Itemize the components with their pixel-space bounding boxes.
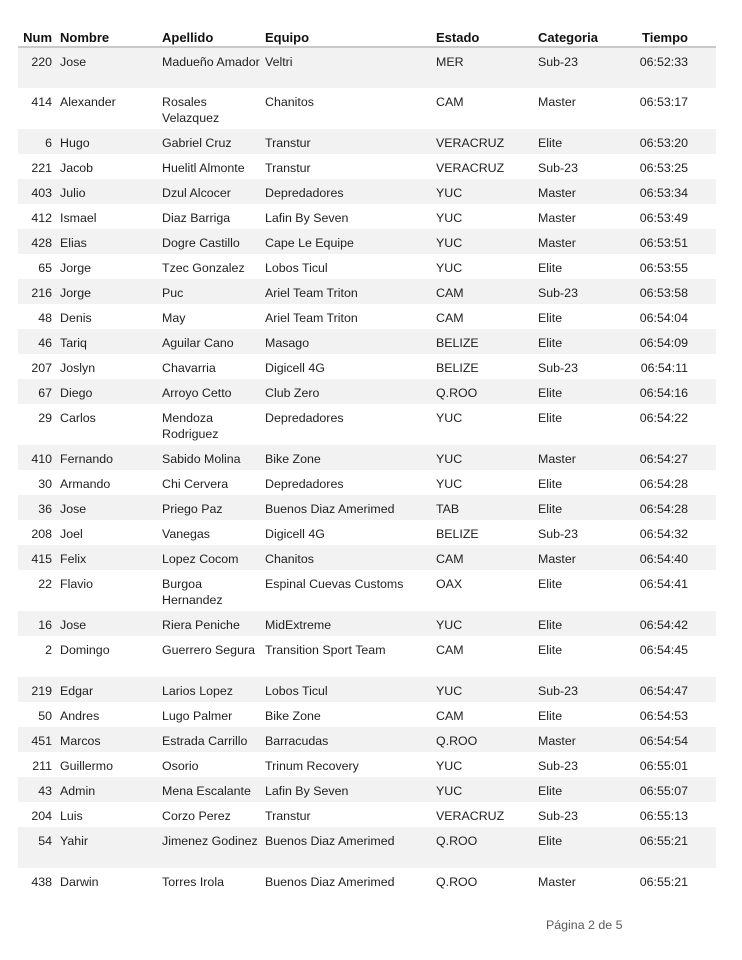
cell-tiempo: 06:55:13 bbox=[624, 802, 716, 827]
cell-num: 415 bbox=[18, 545, 58, 570]
cell-nombre: Joel bbox=[58, 520, 160, 545]
cell-num: 414 bbox=[18, 88, 58, 129]
cell-apellido: Arroyo Cetto bbox=[160, 379, 263, 404]
cell-estado: YUC bbox=[434, 470, 536, 495]
cell-equipo: Chanitos bbox=[263, 545, 434, 570]
cell-estado: Q.ROO bbox=[434, 868, 536, 893]
cell-estado: Q.ROO bbox=[434, 727, 536, 752]
cell-nombre: Domingo bbox=[58, 636, 160, 677]
cell-tiempo: 06:54:28 bbox=[624, 495, 716, 520]
cell-equipo: Trinum Recovery bbox=[263, 752, 434, 777]
table-row bbox=[18, 777, 716, 802]
cell-estado: YUC bbox=[434, 254, 536, 279]
cell-apellido: Larios Lopez bbox=[160, 677, 263, 702]
cell-tiempo: 06:54:45 bbox=[624, 636, 716, 677]
cell-nombre: Jacob bbox=[58, 154, 160, 179]
table-row bbox=[18, 727, 716, 752]
table-row bbox=[18, 570, 716, 611]
cell-equipo: Cape Le Equipe bbox=[263, 229, 434, 254]
cell-num: 220 bbox=[18, 47, 58, 88]
table-row bbox=[18, 47, 716, 88]
cell-estado: YUC bbox=[434, 445, 536, 470]
cell-estado: CAM bbox=[434, 304, 536, 329]
cell-num: 403 bbox=[18, 179, 58, 204]
cell-nombre: Edgar bbox=[58, 677, 160, 702]
cell-nombre: Yahir bbox=[58, 827, 160, 868]
table-row bbox=[18, 677, 716, 702]
cell-categoria: Elite bbox=[536, 495, 624, 520]
table-row bbox=[18, 827, 716, 868]
cell-apellido: Estrada Carrillo bbox=[160, 727, 263, 752]
cell-estado: VERACRUZ bbox=[434, 802, 536, 827]
cell-num: 204 bbox=[18, 802, 58, 827]
table-row bbox=[18, 520, 716, 545]
cell-tiempo: 06:54:53 bbox=[624, 702, 716, 727]
cell-num: 410 bbox=[18, 445, 58, 470]
header-nombre: Nombre bbox=[58, 26, 160, 47]
table-body bbox=[18, 47, 716, 893]
cell-equipo: Buenos Diaz Amerimed bbox=[263, 868, 434, 893]
cell-equipo: Buenos Diaz Amerimed bbox=[263, 495, 434, 520]
cell-categoria: Elite bbox=[536, 254, 624, 279]
table-row bbox=[18, 279, 716, 304]
cell-apellido: Corzo Perez bbox=[160, 802, 263, 827]
cell-nombre: Jorge bbox=[58, 279, 160, 304]
cell-apellido: Chi Cervera bbox=[160, 470, 263, 495]
cell-categoria: Master bbox=[536, 229, 624, 254]
table-row bbox=[18, 229, 716, 254]
cell-apellido: Dzul Alcocer bbox=[160, 179, 263, 204]
cell-equipo: Digicell 4G bbox=[263, 354, 434, 379]
cell-categoria: Sub-23 bbox=[536, 802, 624, 827]
cell-num: 29 bbox=[18, 404, 58, 445]
header-equipo: Equipo bbox=[263, 26, 434, 47]
cell-categoria: Elite bbox=[536, 129, 624, 154]
cell-categoria: Sub-23 bbox=[536, 279, 624, 304]
cell-nombre: Felix bbox=[58, 545, 160, 570]
cell-num: 67 bbox=[18, 379, 58, 404]
cell-equipo: MidExtreme bbox=[263, 611, 434, 636]
cell-equipo: Depredadores bbox=[263, 470, 434, 495]
cell-estado: CAM bbox=[434, 702, 536, 727]
table-row bbox=[18, 254, 716, 279]
cell-categoria: Elite bbox=[536, 636, 624, 677]
cell-num: 46 bbox=[18, 329, 58, 354]
cell-equipo: Transition Sport Team bbox=[263, 636, 434, 677]
cell-tiempo: 06:54:16 bbox=[624, 379, 716, 404]
cell-categoria: Elite bbox=[536, 304, 624, 329]
cell-tiempo: 06:53:55 bbox=[624, 254, 716, 279]
cell-nombre: Denis bbox=[58, 304, 160, 329]
cell-num: 451 bbox=[18, 727, 58, 752]
cell-categoria: Master bbox=[536, 545, 624, 570]
cell-equipo: Transtur bbox=[263, 802, 434, 827]
cell-estado: VERACRUZ bbox=[434, 154, 536, 179]
cell-estado: VERACRUZ bbox=[434, 129, 536, 154]
cell-estado: YUC bbox=[434, 204, 536, 229]
header-tiempo: Tiempo bbox=[624, 26, 716, 47]
cell-categoria: Master bbox=[536, 868, 624, 893]
cell-estado: YUC bbox=[434, 611, 536, 636]
cell-tiempo: 06:54:11 bbox=[624, 354, 716, 379]
header-row bbox=[18, 26, 716, 47]
header-categoria: Categoria bbox=[536, 26, 624, 47]
cell-apellido: Burgoa Hernandez bbox=[160, 570, 263, 611]
cell-tiempo: 06:54:22 bbox=[624, 404, 716, 445]
cell-categoria: Elite bbox=[536, 404, 624, 445]
cell-estado: CAM bbox=[434, 636, 536, 677]
cell-num: 6 bbox=[18, 129, 58, 154]
cell-tiempo: 06:54:42 bbox=[624, 611, 716, 636]
table-row bbox=[18, 545, 716, 570]
cell-nombre: Tariq bbox=[58, 329, 160, 354]
cell-categoria: Elite bbox=[536, 777, 624, 802]
cell-estado: MER bbox=[434, 47, 536, 88]
cell-num: 2 bbox=[18, 636, 58, 677]
cell-apellido: Madueño Amador bbox=[160, 47, 263, 88]
cell-tiempo: 06:53:25 bbox=[624, 154, 716, 179]
table-row bbox=[18, 179, 716, 204]
header-apellido: Apellido bbox=[160, 26, 263, 47]
cell-categoria: Elite bbox=[536, 379, 624, 404]
cell-tiempo: 06:53:34 bbox=[624, 179, 716, 204]
cell-equipo: Lafin By Seven bbox=[263, 777, 434, 802]
cell-estado: BELIZE bbox=[434, 329, 536, 354]
cell-nombre: Flavio bbox=[58, 570, 160, 611]
cell-num: 219 bbox=[18, 677, 58, 702]
table-row bbox=[18, 204, 716, 229]
cell-equipo: Buenos Diaz Amerimed bbox=[263, 827, 434, 868]
cell-equipo: Chanitos bbox=[263, 88, 434, 129]
cell-num: 48 bbox=[18, 304, 58, 329]
table-row bbox=[18, 404, 716, 445]
cell-tiempo: 06:55:01 bbox=[624, 752, 716, 777]
cell-num: 65 bbox=[18, 254, 58, 279]
cell-estado: BELIZE bbox=[434, 520, 536, 545]
cell-equipo: Ariel Team Triton bbox=[263, 279, 434, 304]
cell-tiempo: 06:54:28 bbox=[624, 470, 716, 495]
cell-tiempo: 06:55:07 bbox=[624, 777, 716, 802]
cell-apellido: Puc bbox=[160, 279, 263, 304]
cell-estado: BELIZE bbox=[434, 354, 536, 379]
cell-apellido: Mendoza Rodriguez bbox=[160, 404, 263, 445]
cell-apellido: Gabriel Cruz bbox=[160, 129, 263, 154]
table-header bbox=[18, 26, 716, 47]
cell-tiempo: 06:52:33 bbox=[624, 47, 716, 88]
table-row bbox=[18, 88, 716, 129]
cell-apellido: Chavarria bbox=[160, 354, 263, 379]
cell-categoria: Elite bbox=[536, 827, 624, 868]
table-row bbox=[18, 329, 716, 354]
cell-estado: CAM bbox=[434, 279, 536, 304]
cell-nombre: Elias bbox=[58, 229, 160, 254]
cell-nombre: Armando bbox=[58, 470, 160, 495]
cell-equipo: Club Zero bbox=[263, 379, 434, 404]
cell-estado: Q.ROO bbox=[434, 827, 536, 868]
cell-nombre: Joslyn bbox=[58, 354, 160, 379]
cell-categoria: Master bbox=[536, 204, 624, 229]
table-row bbox=[18, 304, 716, 329]
results-table bbox=[18, 26, 716, 893]
cell-num: 438 bbox=[18, 868, 58, 893]
cell-num: 216 bbox=[18, 279, 58, 304]
cell-equipo: Digicell 4G bbox=[263, 520, 434, 545]
table-row bbox=[18, 379, 716, 404]
cell-num: 43 bbox=[18, 777, 58, 802]
cell-nombre: Hugo bbox=[58, 129, 160, 154]
cell-num: 412 bbox=[18, 204, 58, 229]
cell-tiempo: 06:54:27 bbox=[624, 445, 716, 470]
cell-nombre: Guillermo bbox=[58, 752, 160, 777]
page-number: Página 2 de 5 bbox=[546, 918, 623, 932]
cell-tiempo: 06:53:17 bbox=[624, 88, 716, 129]
header-estado: Estado bbox=[434, 26, 536, 47]
cell-num: 54 bbox=[18, 827, 58, 868]
cell-tiempo: 06:54:47 bbox=[624, 677, 716, 702]
cell-nombre: Jose bbox=[58, 495, 160, 520]
cell-nombre: Diego bbox=[58, 379, 160, 404]
cell-tiempo: 06:54:40 bbox=[624, 545, 716, 570]
cell-num: 211 bbox=[18, 752, 58, 777]
cell-equipo: Espinal Cuevas Customs bbox=[263, 570, 434, 611]
cell-categoria: Sub-23 bbox=[536, 677, 624, 702]
cell-equipo: Veltri bbox=[263, 47, 434, 88]
cell-estado: YUC bbox=[434, 179, 536, 204]
cell-nombre: Jose bbox=[58, 611, 160, 636]
table-row bbox=[18, 154, 716, 179]
table-row bbox=[18, 802, 716, 827]
cell-estado: YUC bbox=[434, 404, 536, 445]
cell-num: 22 bbox=[18, 570, 58, 611]
cell-estado: CAM bbox=[434, 88, 536, 129]
cell-nombre: Jorge bbox=[58, 254, 160, 279]
cell-apellido: Diaz Barriga bbox=[160, 204, 263, 229]
cell-apellido: Riera Peniche bbox=[160, 611, 263, 636]
cell-categoria: Sub-23 bbox=[536, 520, 624, 545]
cell-estado: CAM bbox=[434, 545, 536, 570]
cell-nombre: Alexander bbox=[58, 88, 160, 129]
cell-categoria: Master bbox=[536, 727, 624, 752]
cell-categoria: Elite bbox=[536, 329, 624, 354]
cell-equipo: Depredadores bbox=[263, 179, 434, 204]
cell-equipo: Depredadores bbox=[263, 404, 434, 445]
cell-categoria: Elite bbox=[536, 470, 624, 495]
cell-categoria: Sub-23 bbox=[536, 154, 624, 179]
cell-tiempo: 06:53:20 bbox=[624, 129, 716, 154]
cell-equipo: Lobos Ticul bbox=[263, 254, 434, 279]
cell-num: 36 bbox=[18, 495, 58, 520]
cell-estado: Q.ROO bbox=[434, 379, 536, 404]
cell-apellido: Vanegas bbox=[160, 520, 263, 545]
cell-apellido: Mena Escalante bbox=[160, 777, 263, 802]
cell-tiempo: 06:54:41 bbox=[624, 570, 716, 611]
cell-nombre: Fernando bbox=[58, 445, 160, 470]
table-row bbox=[18, 129, 716, 154]
cell-apellido: Osorio bbox=[160, 752, 263, 777]
cell-apellido: Dogre Castillo bbox=[160, 229, 263, 254]
cell-nombre: Darwin bbox=[58, 868, 160, 893]
cell-equipo: Lafin By Seven bbox=[263, 204, 434, 229]
cell-categoria: Master bbox=[536, 88, 624, 129]
cell-estado: YUC bbox=[434, 677, 536, 702]
cell-estado: TAB bbox=[434, 495, 536, 520]
cell-apellido: Lugo Palmer bbox=[160, 702, 263, 727]
table-row bbox=[18, 354, 716, 379]
cell-equipo: Transtur bbox=[263, 129, 434, 154]
cell-num: 208 bbox=[18, 520, 58, 545]
table-row bbox=[18, 611, 716, 636]
cell-num: 221 bbox=[18, 154, 58, 179]
table-row bbox=[18, 470, 716, 495]
cell-categoria: Elite bbox=[536, 702, 624, 727]
cell-apellido: May bbox=[160, 304, 263, 329]
table-row bbox=[18, 752, 716, 777]
cell-apellido: Priego Paz bbox=[160, 495, 263, 520]
cell-tiempo: 06:54:32 bbox=[624, 520, 716, 545]
cell-estado: YUC bbox=[434, 777, 536, 802]
cell-tiempo: 06:55:21 bbox=[624, 868, 716, 893]
cell-nombre: Admin bbox=[58, 777, 160, 802]
table-row bbox=[18, 445, 716, 470]
cell-equipo: Ariel Team Triton bbox=[263, 304, 434, 329]
cell-categoria: Sub-23 bbox=[536, 752, 624, 777]
cell-nombre: Luis bbox=[58, 802, 160, 827]
cell-equipo: Masago bbox=[263, 329, 434, 354]
table-row bbox=[18, 702, 716, 727]
cell-tiempo: 06:54:54 bbox=[624, 727, 716, 752]
cell-tiempo: 06:54:04 bbox=[624, 304, 716, 329]
cell-tiempo: 06:54:09 bbox=[624, 329, 716, 354]
cell-num: 16 bbox=[18, 611, 58, 636]
cell-num: 30 bbox=[18, 470, 58, 495]
cell-categoria: Sub-23 bbox=[536, 47, 624, 88]
cell-num: 207 bbox=[18, 354, 58, 379]
cell-categoria: Master bbox=[536, 179, 624, 204]
cell-estado: YUC bbox=[434, 752, 536, 777]
cell-categoria: Master bbox=[536, 445, 624, 470]
cell-tiempo: 06:53:51 bbox=[624, 229, 716, 254]
cell-num: 428 bbox=[18, 229, 58, 254]
table-row bbox=[18, 495, 716, 520]
cell-equipo: Barracudas bbox=[263, 727, 434, 752]
cell-estado: YUC bbox=[434, 229, 536, 254]
cell-nombre: Jose bbox=[58, 47, 160, 88]
cell-nombre: Ismael bbox=[58, 204, 160, 229]
cell-tiempo: 06:53:58 bbox=[624, 279, 716, 304]
cell-categoria: Sub-23 bbox=[536, 354, 624, 379]
cell-nombre: Andres bbox=[58, 702, 160, 727]
cell-estado: OAX bbox=[434, 570, 536, 611]
cell-apellido: Guerrero Segura bbox=[160, 636, 263, 677]
cell-apellido: Sabido Molina bbox=[160, 445, 263, 470]
table-row bbox=[18, 636, 716, 677]
cell-apellido: Tzec Gonzalez bbox=[160, 254, 263, 279]
cell-nombre: Julio bbox=[58, 179, 160, 204]
cell-equipo: Bike Zone bbox=[263, 702, 434, 727]
cell-apellido: Jimenez Godinez bbox=[160, 827, 263, 868]
cell-apellido: Lopez Cocom bbox=[160, 545, 263, 570]
cell-apellido: Rosales Velazquez bbox=[160, 88, 263, 129]
cell-apellido: Huelitl Almonte bbox=[160, 154, 263, 179]
cell-nombre: Carlos bbox=[58, 404, 160, 445]
cell-num: 50 bbox=[18, 702, 58, 727]
cell-tiempo: 06:55:21 bbox=[624, 827, 716, 868]
cell-equipo: Bike Zone bbox=[263, 445, 434, 470]
cell-apellido: Torres Irola bbox=[160, 868, 263, 893]
table-row bbox=[18, 868, 716, 893]
cell-equipo: Lobos Ticul bbox=[263, 677, 434, 702]
cell-nombre: Marcos bbox=[58, 727, 160, 752]
cell-equipo: Transtur bbox=[263, 154, 434, 179]
cell-categoria: Elite bbox=[536, 570, 624, 611]
cell-tiempo: 06:53:49 bbox=[624, 204, 716, 229]
header-num: Num bbox=[18, 26, 58, 47]
cell-categoria: Elite bbox=[536, 611, 624, 636]
cell-apellido: Aguilar Cano bbox=[160, 329, 263, 354]
